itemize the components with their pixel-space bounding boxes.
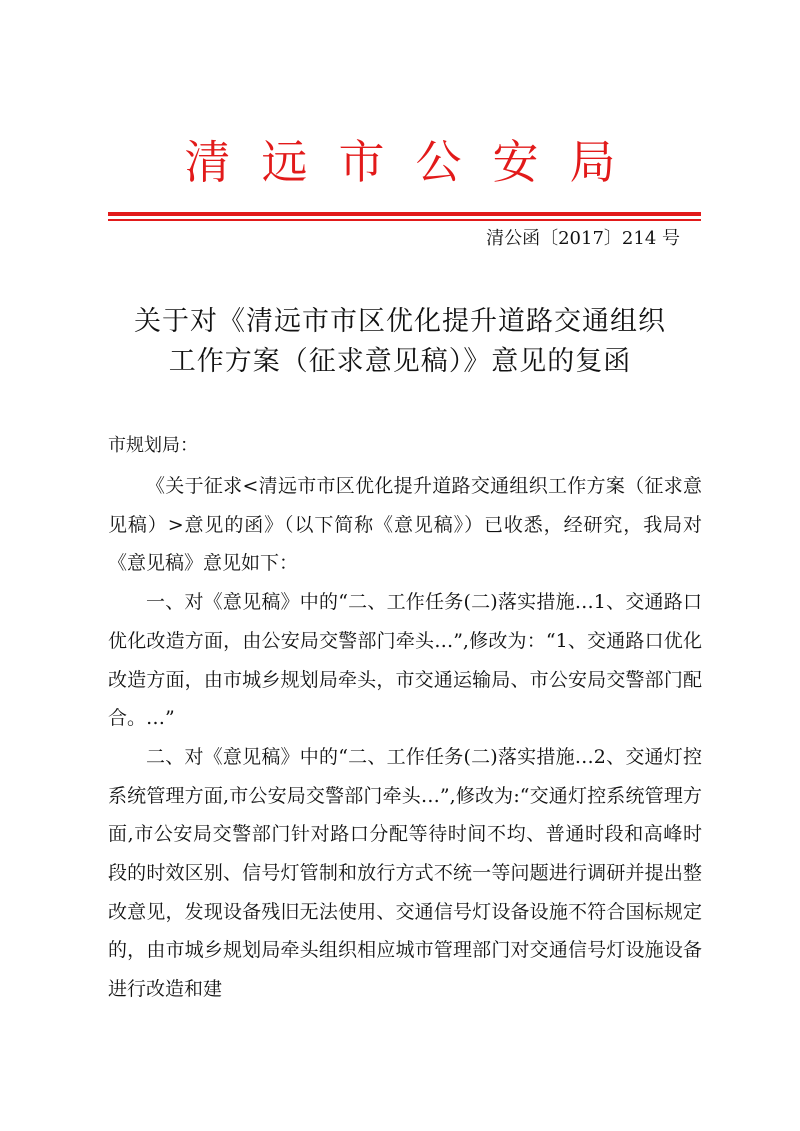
body-paragraph-2: 一、对《意见稿》中的“二、工作任务(二)落实措施…1、交通路口优化改造方面，由公安局交警部门牵头…”,修改为：“1、交通路口优化改造方面，由市城乡规划局牵头，市交通运输局、市公安局交警部门配合。…” [108, 591, 702, 730]
salutation: 市规划局： [108, 435, 198, 456]
letterhead-rule-thin [108, 219, 701, 221]
document-title-line-2: 工作方案（征求意见稿）》意见的复函 [168, 346, 632, 377]
letter-body [108, 467, 702, 1009]
document-number: 清公函〔2017〕214 号 [486, 228, 680, 249]
body-paragraph-1: 《关于征求<清远市市区优化提升道路交通组织工作方案（征求意见稿）>意见的函》（以下简称《意见稿》）已收悉，经研究，我局对《意见稿》意见如下： [108, 475, 702, 575]
document-title-line-1: 关于对《清远市市区优化提升道路交通组织 [134, 306, 666, 337]
letterhead-title: 清远市公安局 [184, 135, 647, 189]
document-title [90, 302, 710, 382]
body-paragraph-3: 二、对《意见稿》中的“二、工作任务(二)落实措施…2、交通灯控系统管理方面,市公安局交警部门牵头…”,修改为:“交通灯控系统管理方面,市公安局交警部门针对路口分配等待时间不均、普通时段和高峰时段的时效区别、信号灯管制和放行方式不统一等问题进行调研并提出整改意见，发现设备残旧无法使用、交通信号灯设备设施不符合国标规定的，由市城乡规划局牵头组织相应城市管理部门对交通信号灯设施设备进行改造和建 [108, 745, 702, 1001]
letterhead-rule-thick [108, 212, 701, 216]
